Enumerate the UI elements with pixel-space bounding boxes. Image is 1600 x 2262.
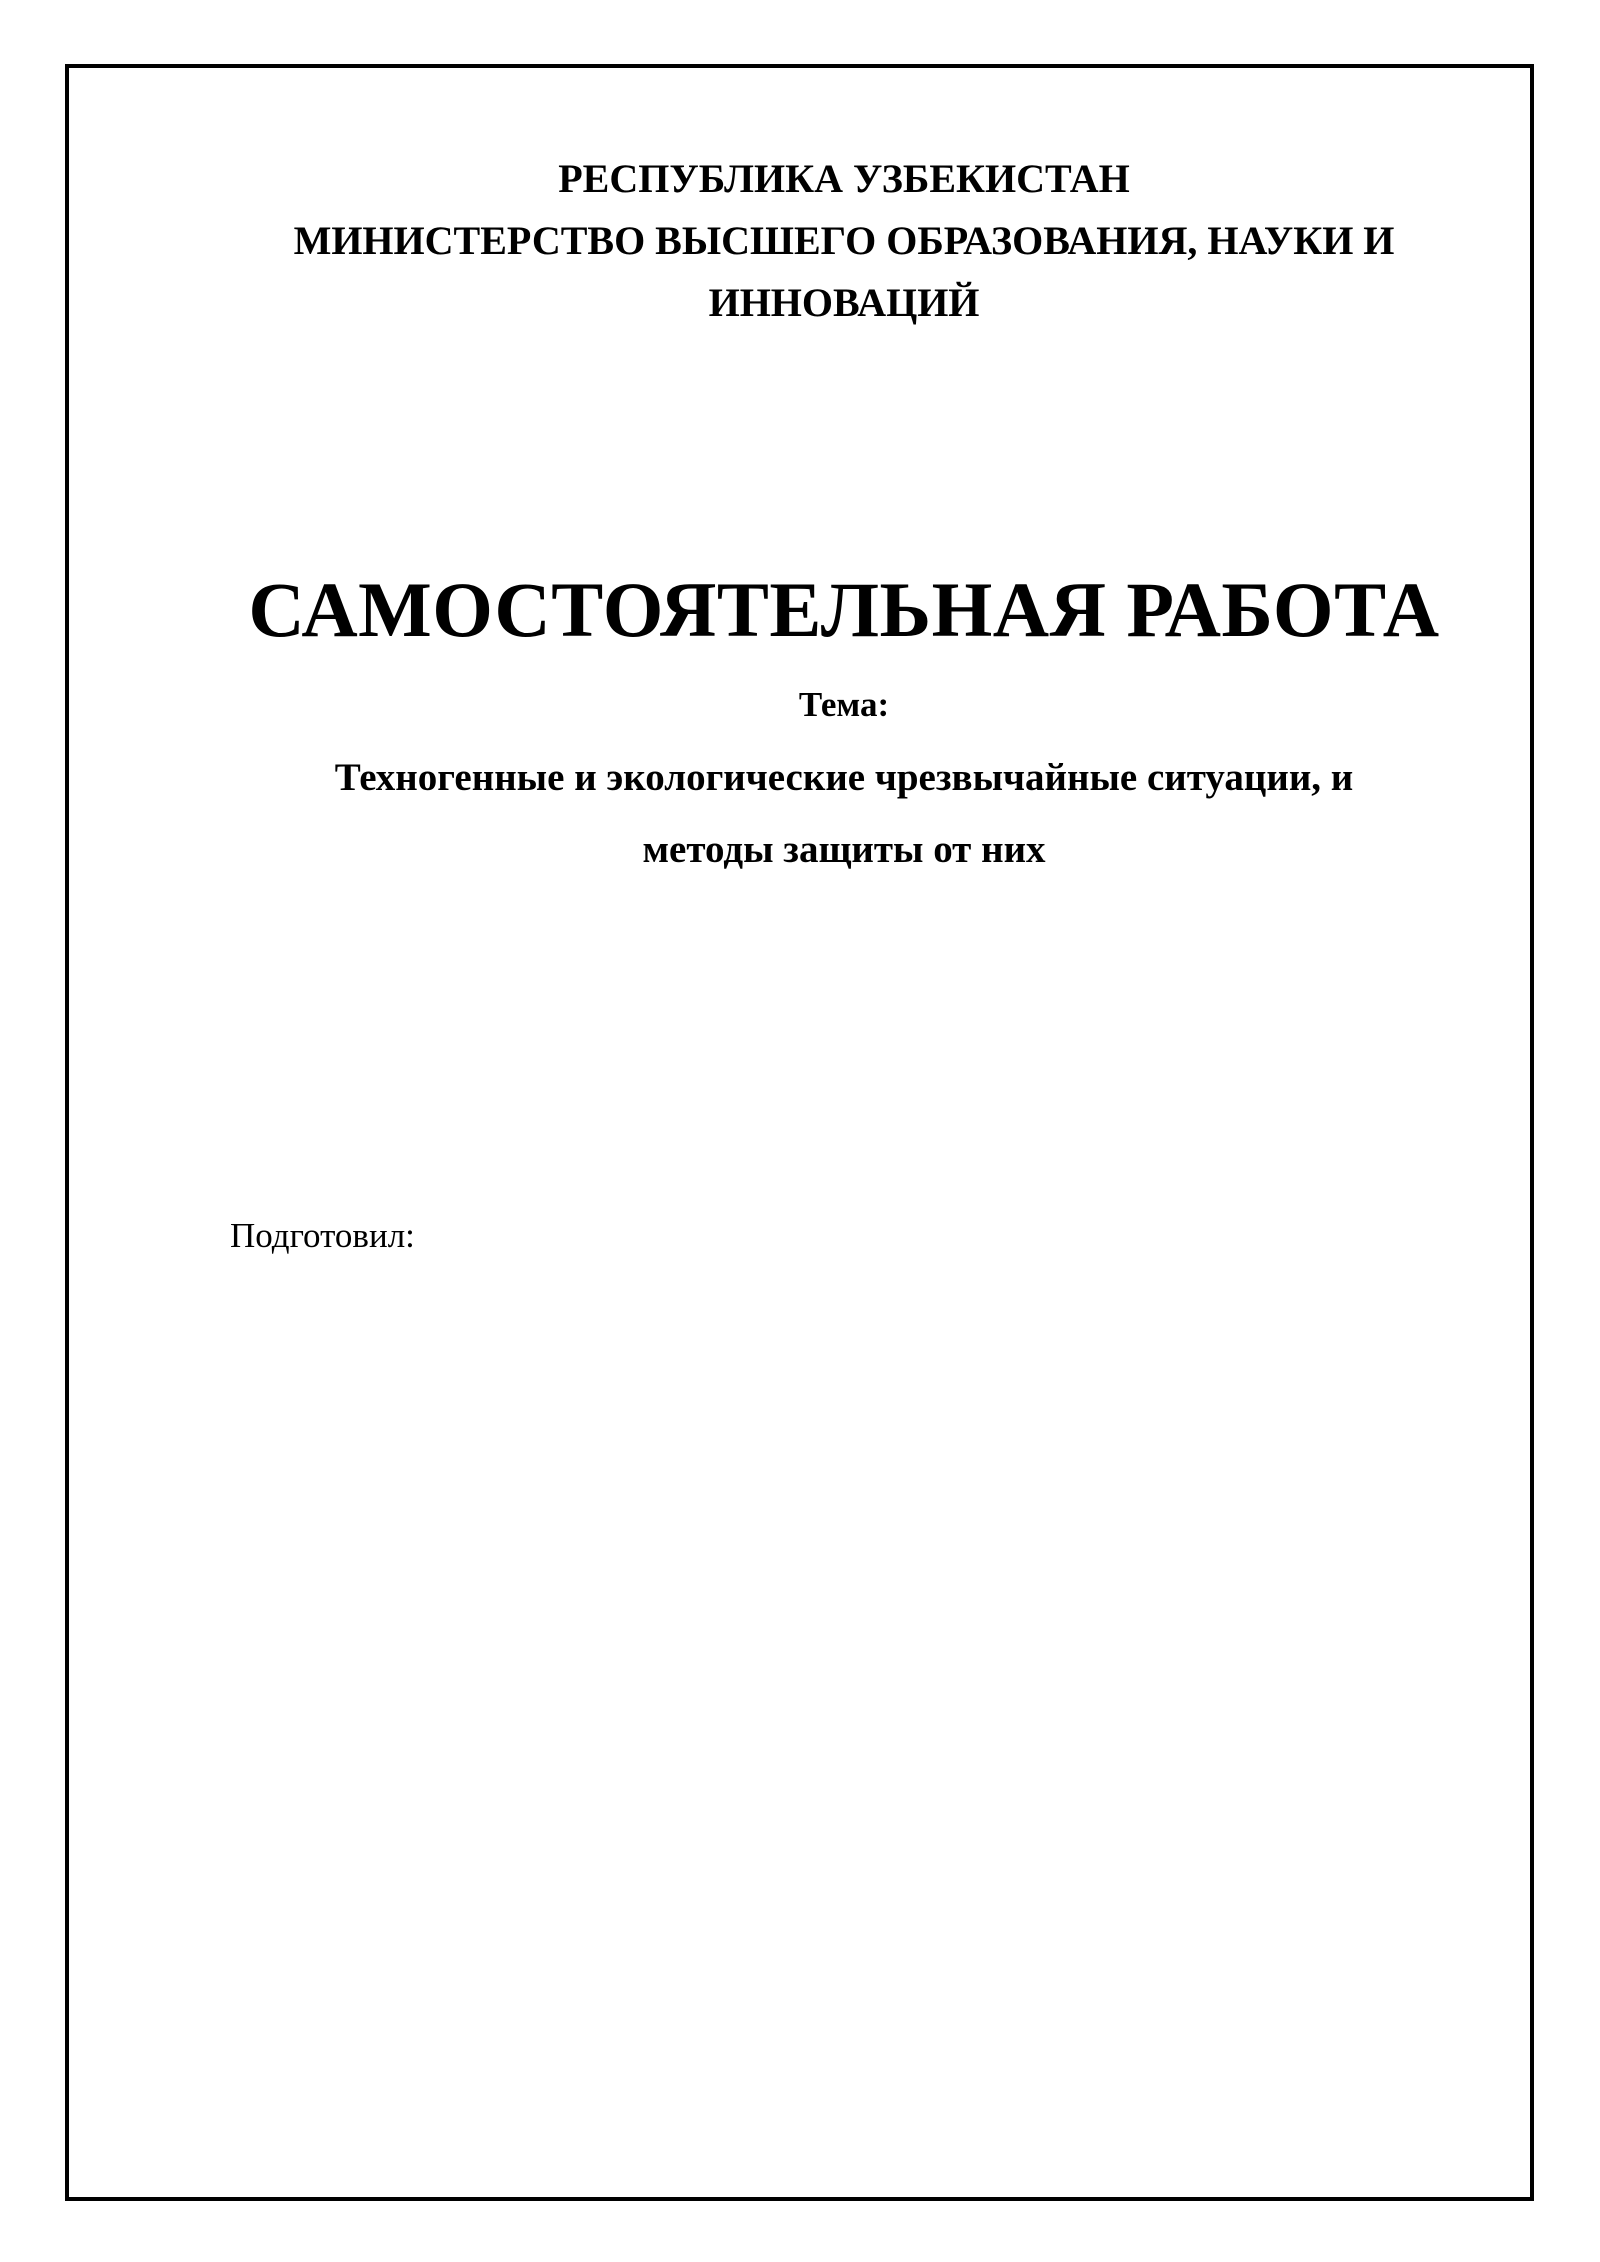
topic-line-1: Техногенные и экологические чрезвычайные ситуации, и: [334, 756, 1354, 799]
page-frame: [65, 64, 1534, 2201]
country-name: РЕСПУБЛИКА УЗБЕКИСТАН: [558, 156, 1130, 201]
prepared-by-label: Подготовил:: [230, 1216, 415, 1255]
topic-label: Тема:: [798, 685, 890, 724]
institution-header: [230, 148, 1458, 334]
ministry-name-line-1: МИНИСТЕРСТВО ВЫСШЕГО ОБРАЗОВАНИЯ, НАУКИ И: [293, 218, 1395, 263]
document-type-title: САМОСТОЯТЕЛЬНАЯ РАБОТА: [248, 566, 1440, 653]
title-section: [230, 555, 1458, 886]
ministry-name-line-2: ИННОВАЦИЙ: [708, 280, 980, 325]
topic-line-2: методы защиты от них: [642, 828, 1046, 871]
topic-text: [230, 742, 1458, 886]
